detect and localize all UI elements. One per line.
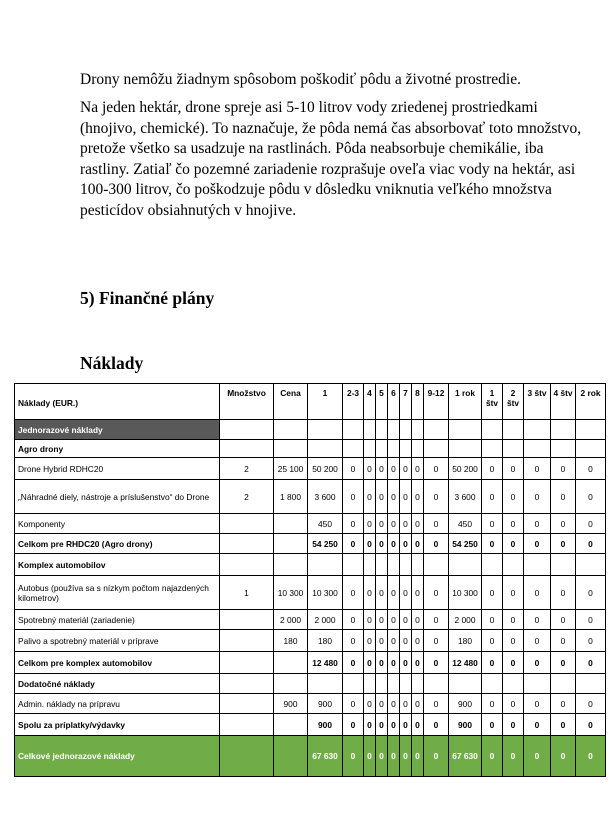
column-header: 1 rok — [449, 384, 482, 420]
table-cell: 0 — [376, 534, 388, 554]
table-cell — [482, 554, 503, 576]
table-cell — [412, 554, 424, 576]
table-cell — [400, 420, 412, 440]
table-cell — [220, 610, 274, 630]
table-cell: 0 — [524, 480, 551, 514]
table-cell — [308, 440, 343, 458]
table-cell: 180 — [274, 630, 308, 652]
table-cell: 0 — [412, 458, 424, 480]
table-cell — [424, 420, 449, 440]
table-cell: 0 — [482, 458, 503, 480]
table-cell — [376, 554, 388, 576]
table-cell: 0 — [551, 714, 576, 736]
table-cell — [388, 674, 400, 694]
table-cell: 0 — [388, 458, 400, 480]
table-cell — [482, 420, 503, 440]
row-label: Palivo a spotrebný materiál v príprave — [15, 630, 220, 652]
table-cell — [220, 652, 274, 674]
table-cell — [220, 420, 274, 440]
table-cell: 0 — [576, 610, 606, 630]
table-cell — [364, 420, 376, 440]
row-label: Dodatočné náklady — [15, 674, 220, 694]
table-cell — [376, 674, 388, 694]
table-cell — [424, 554, 449, 576]
table-cell: 0 — [503, 714, 524, 736]
table-cell: 0 — [576, 480, 606, 514]
table-cell: 0 — [343, 534, 364, 554]
table-cell: 0 — [551, 576, 576, 610]
table-cell: 0 — [576, 534, 606, 554]
table-cell — [274, 674, 308, 694]
table-cell: 0 — [503, 576, 524, 610]
table-cell: 0 — [482, 630, 503, 652]
table-cell: 67 630 — [308, 736, 343, 777]
table-cell: 0 — [364, 480, 376, 514]
table-cell: 0 — [412, 610, 424, 630]
table-cell: 0 — [524, 714, 551, 736]
table-cell: 0 — [400, 652, 412, 674]
table-cell: 0 — [503, 480, 524, 514]
table-cell: 0 — [503, 458, 524, 480]
table-cell: 0 — [551, 736, 576, 777]
table-cell: 0 — [482, 480, 503, 514]
table-cell — [412, 420, 424, 440]
table-cell: 0 — [412, 652, 424, 674]
table-cell: 0 — [400, 480, 412, 514]
table-cell — [482, 674, 503, 694]
table-cell — [551, 420, 576, 440]
table-cell: 0 — [376, 630, 388, 652]
table-cell: 0 — [364, 514, 376, 534]
table-cell: 0 — [400, 736, 412, 777]
table-cell: 0 — [424, 736, 449, 777]
table-row — [15, 610, 606, 630]
table-cell: 0 — [400, 714, 412, 736]
row-label: Drone Hybrid RDHC20 — [15, 458, 220, 480]
row-label: Agro drony — [15, 440, 220, 458]
row-label: Komplex automobilov — [15, 554, 220, 576]
table-cell — [576, 440, 606, 458]
table-cell: 0 — [551, 534, 576, 554]
table-cell: 0 — [551, 458, 576, 480]
table-cell: 50 200 — [308, 458, 343, 480]
table-cell — [400, 440, 412, 458]
cost-table — [14, 383, 606, 777]
table-cell — [449, 554, 482, 576]
table-cell: 0 — [412, 736, 424, 777]
table-cell: 0 — [400, 576, 412, 610]
column-header: 9-12 — [424, 384, 449, 420]
table-cell: 0 — [503, 514, 524, 534]
table-cell — [274, 534, 308, 554]
table-cell: 0 — [343, 480, 364, 514]
table-cell: 180 — [308, 630, 343, 652]
table-cell: 0 — [424, 652, 449, 674]
table-cell: 0 — [364, 630, 376, 652]
table-row — [15, 440, 606, 458]
table-cell: 900 — [274, 694, 308, 714]
table-cell: 0 — [376, 514, 388, 534]
table-cell: 0 — [576, 630, 606, 652]
table-row — [15, 736, 606, 777]
table-cell: 0 — [388, 514, 400, 534]
table-cell: 0 — [524, 694, 551, 714]
intro-paragraph: Drony nemôžu žiadnym spôsobom poškodiť pôdu a životné prostredie. — [80, 71, 521, 88]
column-header: 2-3 — [343, 384, 364, 420]
table-cell: 0 — [376, 458, 388, 480]
table-cell: 50 200 — [449, 458, 482, 480]
table-row — [15, 694, 606, 714]
table-cell: 0 — [364, 458, 376, 480]
table-cell: 0 — [424, 630, 449, 652]
table-cell: 0 — [400, 694, 412, 714]
table-cell: 0 — [364, 610, 376, 630]
table-cell: 2 000 — [449, 610, 482, 630]
subsection-heading: Náklady — [80, 353, 144, 373]
table-cell: 0 — [524, 610, 551, 630]
table-cell — [449, 440, 482, 458]
table-cell: 0 — [576, 576, 606, 610]
table-cell — [576, 674, 606, 694]
table-cell — [388, 554, 400, 576]
table-cell: 0 — [576, 458, 606, 480]
table-cell: 3 600 — [308, 480, 343, 514]
column-header: 2 štv — [503, 384, 524, 420]
table-cell: 0 — [551, 480, 576, 514]
table-cell — [220, 534, 274, 554]
column-header: Množstvo — [220, 384, 274, 420]
table-cell — [551, 440, 576, 458]
table-cell — [220, 554, 274, 576]
table-cell: 0 — [364, 714, 376, 736]
table-cell: 2 — [220, 480, 274, 514]
table-row — [15, 652, 606, 674]
table-cell: 0 — [364, 736, 376, 777]
table-header-row — [15, 384, 606, 420]
column-header: 8 — [412, 384, 424, 420]
table-cell: 0 — [482, 652, 503, 674]
table-cell: 0 — [388, 694, 400, 714]
table-cell: 12 480 — [308, 652, 343, 674]
table-cell: 0 — [400, 514, 412, 534]
table-cell: 0 — [424, 514, 449, 534]
column-header: 4 štv — [551, 384, 576, 420]
table-cell — [388, 440, 400, 458]
table-cell — [274, 736, 308, 777]
table-cell: 0 — [503, 652, 524, 674]
table-cell — [364, 554, 376, 576]
table-cell: 0 — [482, 610, 503, 630]
table-cell: 0 — [400, 534, 412, 554]
table-cell: 3 600 — [449, 480, 482, 514]
table-cell: 0 — [343, 714, 364, 736]
table-cell: 0 — [424, 610, 449, 630]
table-cell: 0 — [503, 694, 524, 714]
row-label: Celkom pre komplex automobilov — [15, 652, 220, 674]
table-cell: 0 — [400, 630, 412, 652]
table-cell: 0 — [424, 694, 449, 714]
table-cell: 0 — [412, 694, 424, 714]
table-cell: 0 — [482, 694, 503, 714]
table-cell — [503, 674, 524, 694]
table-cell: 0 — [400, 610, 412, 630]
table-cell — [388, 420, 400, 440]
table-cell: 900 — [308, 714, 343, 736]
table-cell: 0 — [343, 630, 364, 652]
table-cell — [343, 554, 364, 576]
table-cell — [220, 630, 274, 652]
table-cell: 0 — [343, 610, 364, 630]
table-cell — [482, 440, 503, 458]
column-header: 1 štv — [482, 384, 503, 420]
table-cell: 0 — [388, 630, 400, 652]
table-cell: 0 — [376, 652, 388, 674]
table-row — [15, 420, 606, 440]
table-row — [15, 714, 606, 736]
table-cell — [503, 554, 524, 576]
section-heading: 5) Finančné plány — [80, 288, 215, 308]
table-cell: 10 300 — [449, 576, 482, 610]
table-cell — [424, 440, 449, 458]
table-cell: 0 — [376, 736, 388, 777]
table-cell: 0 — [343, 514, 364, 534]
table-cell — [524, 674, 551, 694]
table-cell — [343, 674, 364, 694]
table-cell: 900 — [449, 714, 482, 736]
table-cell: 0 — [412, 714, 424, 736]
column-header: 6 — [388, 384, 400, 420]
table-cell: 0 — [343, 694, 364, 714]
table-cell: 0 — [364, 576, 376, 610]
table-row — [15, 480, 606, 514]
table-cell: 1 800 — [274, 480, 308, 514]
row-label: Admin. náklady na prípravu — [15, 694, 220, 714]
table-cell — [274, 420, 308, 440]
table-cell: 0 — [364, 534, 376, 554]
table-cell: 450 — [449, 514, 482, 534]
table-cell: 0 — [388, 652, 400, 674]
table-cell: 0 — [524, 514, 551, 534]
table-cell — [364, 674, 376, 694]
table-cell: 0 — [412, 534, 424, 554]
table-cell: 10 300 — [274, 576, 308, 610]
table-cell: 0 — [551, 610, 576, 630]
column-header: 5 — [376, 384, 388, 420]
table-cell: 0 — [412, 480, 424, 514]
table-cell: 0 — [551, 630, 576, 652]
table-cell: 25 100 — [274, 458, 308, 480]
column-header: 4 — [364, 384, 376, 420]
column-header: 2 rok — [576, 384, 606, 420]
table-cell: 0 — [376, 576, 388, 610]
table-cell: 0 — [343, 652, 364, 674]
body-paragraph: Na jeden hektár, drone spreje asi 5-10 litrov vody zriedenej prostriedkami (hnojivo, chemické). To naznačuje, že pôda nemá čas absorbovať toto množstvo, pretože všetko sa usadzuje na rastlinách. Pôda neabsorbuje chemikálie, iba rastliny. Zatiaľ čo pozemné zariadenie rozprašuje oveľa viac vody na hektár, asi 100-300 litrov, čo poškodzuje pôdu v dôsledku vniknutia veľkého množstva pesticídov obsiahnutých v hnojive. — [80, 99, 582, 219]
table-cell: 54 250 — [308, 534, 343, 554]
table-cell: 0 — [388, 610, 400, 630]
table-cell: 0 — [376, 694, 388, 714]
table-cell: 0 — [524, 458, 551, 480]
column-header: 7 — [400, 384, 412, 420]
table-cell: 10 300 — [308, 576, 343, 610]
table-row — [15, 534, 606, 554]
column-header: 1 — [308, 384, 343, 420]
table-cell — [308, 674, 343, 694]
table-cell: 0 — [551, 652, 576, 674]
table-row — [15, 674, 606, 694]
table-cell: 0 — [412, 514, 424, 534]
table-cell: 0 — [388, 714, 400, 736]
table-cell: 0 — [524, 576, 551, 610]
table-cell: 0 — [576, 514, 606, 534]
table-cell — [400, 674, 412, 694]
table-cell: 0 — [424, 714, 449, 736]
table-cell: 0 — [343, 576, 364, 610]
table-cell: 0 — [424, 534, 449, 554]
table-cell: 0 — [388, 736, 400, 777]
table-cell: 0 — [400, 458, 412, 480]
table-cell: 0 — [524, 736, 551, 777]
table-cell: 0 — [503, 736, 524, 777]
table-cell — [220, 736, 274, 777]
table-cell: 0 — [524, 534, 551, 554]
table-cell: 0 — [388, 534, 400, 554]
table-cell — [376, 420, 388, 440]
table-cell: 0 — [388, 576, 400, 610]
table-cell: 0 — [503, 630, 524, 652]
table-cell — [412, 674, 424, 694]
row-label: „Náhradné diely, nástroje a príslušenstvo“ do Drone — [15, 480, 220, 514]
table-cell — [274, 514, 308, 534]
table-cell: 0 — [524, 630, 551, 652]
table-row — [15, 514, 606, 534]
table-cell: 0 — [576, 694, 606, 714]
table-cell: 0 — [376, 610, 388, 630]
row-label: Celkom pre RHDC20 (Agro drony) — [15, 534, 220, 554]
table-cell: 0 — [551, 514, 576, 534]
table-row — [15, 554, 606, 576]
table-cell — [274, 652, 308, 674]
row-label: Autobus (používa sa s nízkym počtom najazdených kilometrov) — [15, 576, 220, 610]
table-cell — [343, 440, 364, 458]
table-cell — [376, 440, 388, 458]
table-cell: 0 — [376, 714, 388, 736]
row-label: Komponenty — [15, 514, 220, 534]
table-cell: 0 — [576, 714, 606, 736]
table-cell: 0 — [551, 694, 576, 714]
table-cell: 2 000 — [274, 610, 308, 630]
table-cell: 0 — [576, 736, 606, 777]
table-cell: 0 — [482, 534, 503, 554]
table-cell — [524, 420, 551, 440]
table-cell — [308, 554, 343, 576]
table-row — [15, 458, 606, 480]
table-cell: 12 480 — [449, 652, 482, 674]
table-cell: 0 — [343, 736, 364, 777]
table-cell: 0 — [576, 652, 606, 674]
table-cell: 0 — [482, 736, 503, 777]
table-cell — [364, 440, 376, 458]
row-label: Celkové jednorazové náklady — [15, 736, 220, 777]
table-cell — [220, 440, 274, 458]
table-cell: 0 — [424, 576, 449, 610]
table-cell: 0 — [503, 610, 524, 630]
row-label: Spotrebný materiál (zariadenie) — [15, 610, 220, 630]
table-cell — [524, 554, 551, 576]
table-cell — [524, 440, 551, 458]
table-cell — [220, 694, 274, 714]
column-header: 3 štv — [524, 384, 551, 420]
table-cell: 0 — [376, 480, 388, 514]
table-cell — [503, 420, 524, 440]
table-cell: 0 — [503, 534, 524, 554]
table-cell: 0 — [482, 714, 503, 736]
table-cell: 0 — [524, 652, 551, 674]
table-cell: 900 — [449, 694, 482, 714]
table-cell: 180 — [449, 630, 482, 652]
table-cell — [274, 440, 308, 458]
table-cell — [220, 714, 274, 736]
table-cell: 2 — [220, 458, 274, 480]
table-cell — [400, 554, 412, 576]
table-cell — [551, 554, 576, 576]
table-cell — [343, 420, 364, 440]
table-row — [15, 630, 606, 652]
table-cell: 0 — [388, 480, 400, 514]
table-cell — [449, 420, 482, 440]
table-cell — [274, 554, 308, 576]
table-cell: 0 — [343, 458, 364, 480]
table-cell — [576, 554, 606, 576]
table-cell: 0 — [482, 514, 503, 534]
table-cell: 54 250 — [449, 534, 482, 554]
table-cell: 0 — [482, 576, 503, 610]
table-cell — [576, 420, 606, 440]
table-cell — [220, 514, 274, 534]
table-cell — [551, 674, 576, 694]
row-label: Jednorazové náklady — [15, 420, 220, 440]
table-cell: 1 — [220, 576, 274, 610]
table-cell — [220, 674, 274, 694]
table-cell: 0 — [412, 630, 424, 652]
table-cell: 0 — [424, 480, 449, 514]
table-cell — [449, 674, 482, 694]
table-row — [15, 576, 606, 610]
table-cell: 0 — [424, 458, 449, 480]
table-cell — [424, 674, 449, 694]
table-cell: 67 630 — [449, 736, 482, 777]
table-cell: 2 000 — [308, 610, 343, 630]
column-header: Náklady (EUR.) — [15, 384, 220, 420]
table-cell: 900 — [308, 694, 343, 714]
table-cell — [274, 714, 308, 736]
table-cell: 450 — [308, 514, 343, 534]
table-cell: 0 — [364, 652, 376, 674]
column-header: Cena — [274, 384, 308, 420]
table-cell: 0 — [364, 694, 376, 714]
table-cell — [503, 440, 524, 458]
table-cell — [308, 420, 343, 440]
table-cell: 0 — [412, 576, 424, 610]
row-label: Spolu za príplatky/výdavky — [15, 714, 220, 736]
table-cell — [412, 440, 424, 458]
